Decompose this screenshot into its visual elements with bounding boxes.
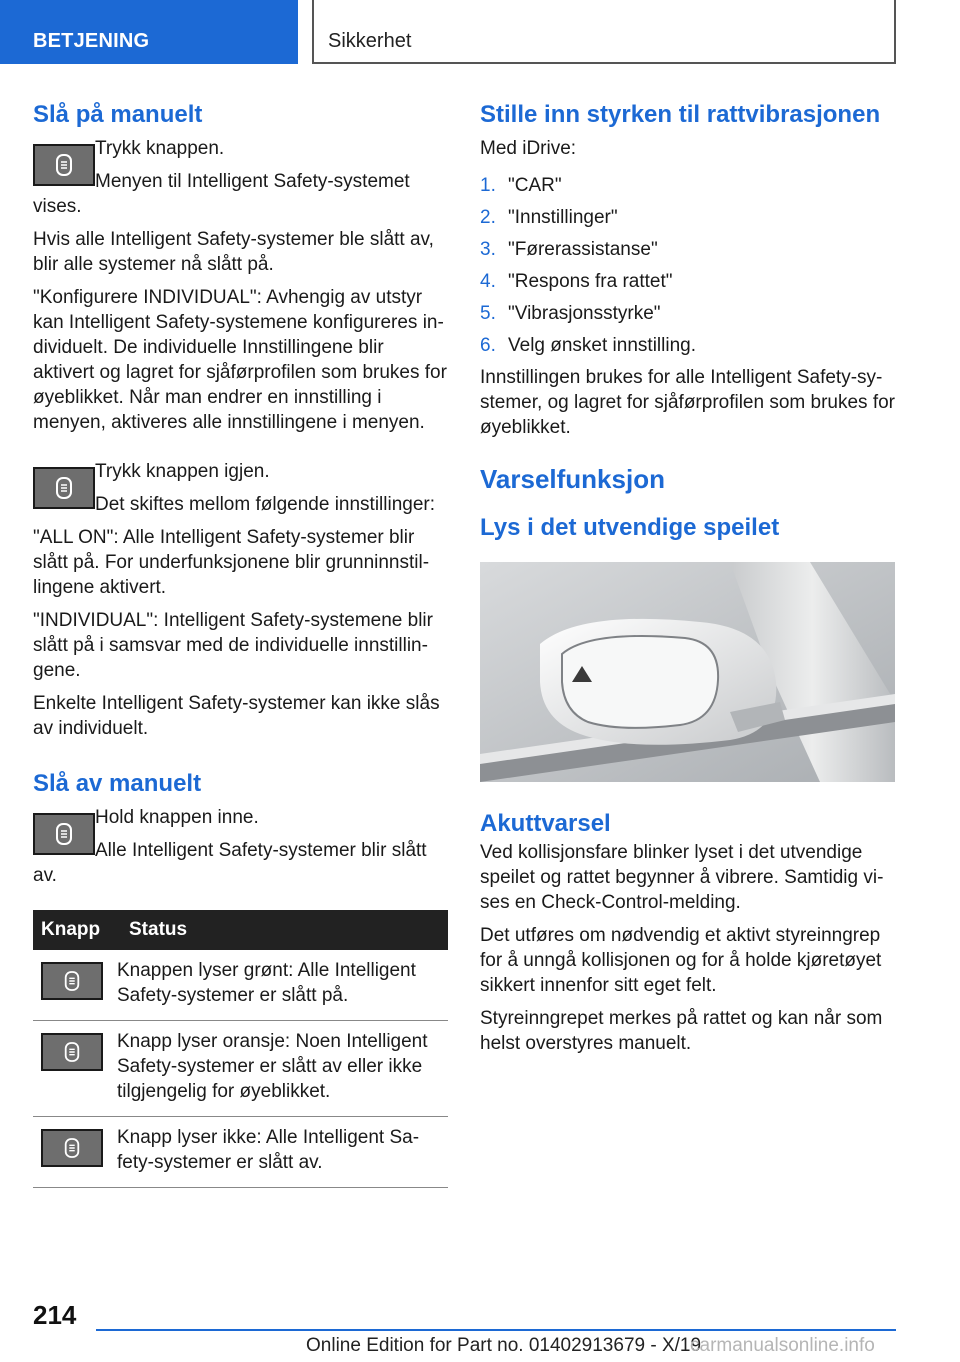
- safety-button-icon: [33, 813, 95, 855]
- step-text: Trykk knappen igjen.: [95, 461, 270, 482]
- table-cell-icon: [33, 1117, 115, 1188]
- safety-button-icon: [33, 144, 95, 186]
- safety-button-icon: [41, 962, 103, 1000]
- paragraph: "Konfigurere INDIVIDUAL": Avhengig av utstyr kan Intelligent Safety-systemene konfigureres individuelt. De individuelle Innstillingene blir aktivert og lagret for sjåførprofilen som brukes for øyeblikket. Når man endrer en innstilling i menyen, aktiveres alle innstillingene i menyen.: [33, 287, 447, 433]
- table-cell-status: Knapp lyser oransje: Noen Intelligent Safety-systemer er slått av eller ikke tilgjengelig for øyeblikket.: [115, 1021, 448, 1117]
- chapter-tab: [312, 0, 896, 64]
- section-tab: [0, 0, 298, 64]
- list-text: "Respons fra rattet": [508, 271, 673, 292]
- list-text: Velg ønsket innstilling.: [508, 335, 696, 356]
- list-number: 3.: [480, 239, 496, 260]
- safety-button-icon: [33, 467, 95, 509]
- edition-text: Online Edition for Part no. 01402913679 - X/19: [306, 1335, 702, 1356]
- table-header-row: [33, 910, 448, 950]
- paragraph: Hvis alle Intelligent Safety-systemer ble slått av, blir alle systemer nå slått på.: [33, 229, 434, 275]
- safety-button-icon: [41, 1033, 103, 1071]
- page-number: 214: [33, 1300, 77, 1330]
- table-row: [33, 1117, 448, 1188]
- table-row: [33, 950, 448, 1021]
- paragraph: Det utføres om nødvendig et aktivt styreinngrep for å unngå kollisjonen og for å holde kjøretøyet sikkert innenfor sitt eget felt.: [480, 925, 882, 996]
- table-cell-status: Knapp lyser ikke: Alle Intelligent Safety-systemer er slått av.: [115, 1117, 448, 1188]
- right-column: [480, 98, 895, 1064]
- list-item: [480, 301, 895, 326]
- button-block-again: [33, 459, 448, 517]
- chapter-label: Sikkerhet: [328, 30, 412, 52]
- table-header-status: Status: [115, 910, 448, 950]
- footer-divider: [96, 1329, 896, 1331]
- list-text: "Innstillinger": [508, 207, 618, 228]
- table-cell-icon: [33, 950, 115, 1021]
- button-block-on: [33, 136, 448, 219]
- status-table: [33, 910, 448, 1188]
- list-text: "CAR": [508, 175, 562, 196]
- list-item: [480, 237, 895, 262]
- list-text: "Vibrasjonsstyrke": [508, 303, 661, 324]
- paragraph: Enkelte Intelligent Safety-systemer kan ikke slås av individuelt.: [33, 693, 440, 739]
- paragraph: Styreinngrepet merkes på rattet og kan når som helst overstyres manuelt.: [480, 1008, 883, 1054]
- list-item: [480, 205, 895, 230]
- heading-switch-off: Slå av manuelt: [33, 770, 202, 797]
- button-block-off: [33, 805, 448, 888]
- left-column: [33, 98, 448, 1188]
- table-row: [33, 1021, 448, 1117]
- table-cell-status: Knappen lyser grønt: Alle Intelligent Safety-systemer er slått på.: [115, 950, 448, 1021]
- paragraph: Ved kollisjonsfare blinker lyset i det utvendige speilet og rattet begynner å vibrere. Samtidig vises en Check-Control-melding.: [480, 842, 884, 913]
- list-number: 1.: [480, 175, 496, 196]
- watermark: carmanualsonline.info: [690, 1335, 875, 1356]
- list-item: [480, 173, 895, 198]
- section-label: BETJENING: [33, 30, 150, 52]
- heading-acute-warning: Akuttvarsel: [480, 810, 611, 837]
- list-number: 4.: [480, 271, 496, 292]
- list-item: [480, 269, 895, 294]
- heading-vibration: Stille inn styrken til rattvibrasjonen: [480, 101, 881, 128]
- mirror-warning-illustration: [480, 562, 895, 782]
- step-text: Trykk knappen.: [95, 138, 225, 159]
- safety-button-icon: [41, 1129, 103, 1167]
- table-cell-icon: [33, 1021, 115, 1117]
- heading-warning-function: Varselfunksjon: [480, 464, 665, 494]
- list-text: "Førerassistanse": [508, 239, 658, 260]
- list-number: 5.: [480, 303, 496, 324]
- step-list: [480, 173, 895, 358]
- paragraph: "INDIVIDUAL": Intelligent Safety-systemene blir slått på i samsvar med de individuelle innstillingene.: [33, 610, 433, 681]
- step-text: Alle Intelligent Safety-systemer blir slått av.: [33, 840, 427, 886]
- list-number: 2.: [480, 207, 496, 228]
- step-text: Det skiftes mellom følgende innstillinger:: [95, 494, 436, 515]
- paragraph: "ALL ON": Alle Intelligent Safety-systemer blir slått på. For underfunksjonene blir grunninnstillingene aktivert.: [33, 527, 430, 598]
- paragraph: Innstillingen brukes for alle Intelligent Safety-systemer, og lagret for sjåførprofilen som brukes for øyeblikket.: [480, 367, 895, 438]
- list-number: 6.: [480, 335, 496, 356]
- step-text: Menyen til Intelligent Safety-systemet vises.: [33, 171, 410, 217]
- heading-switch-on: Slå på manuelt: [33, 101, 203, 128]
- heading-mirror-light: Lys i det utvendige speilet: [480, 514, 780, 541]
- step-text: Hold knappen inne.: [95, 807, 259, 828]
- list-item: [480, 333, 895, 358]
- table-header-button: Knapp: [33, 910, 115, 950]
- paragraph: Med iDrive:: [480, 138, 577, 159]
